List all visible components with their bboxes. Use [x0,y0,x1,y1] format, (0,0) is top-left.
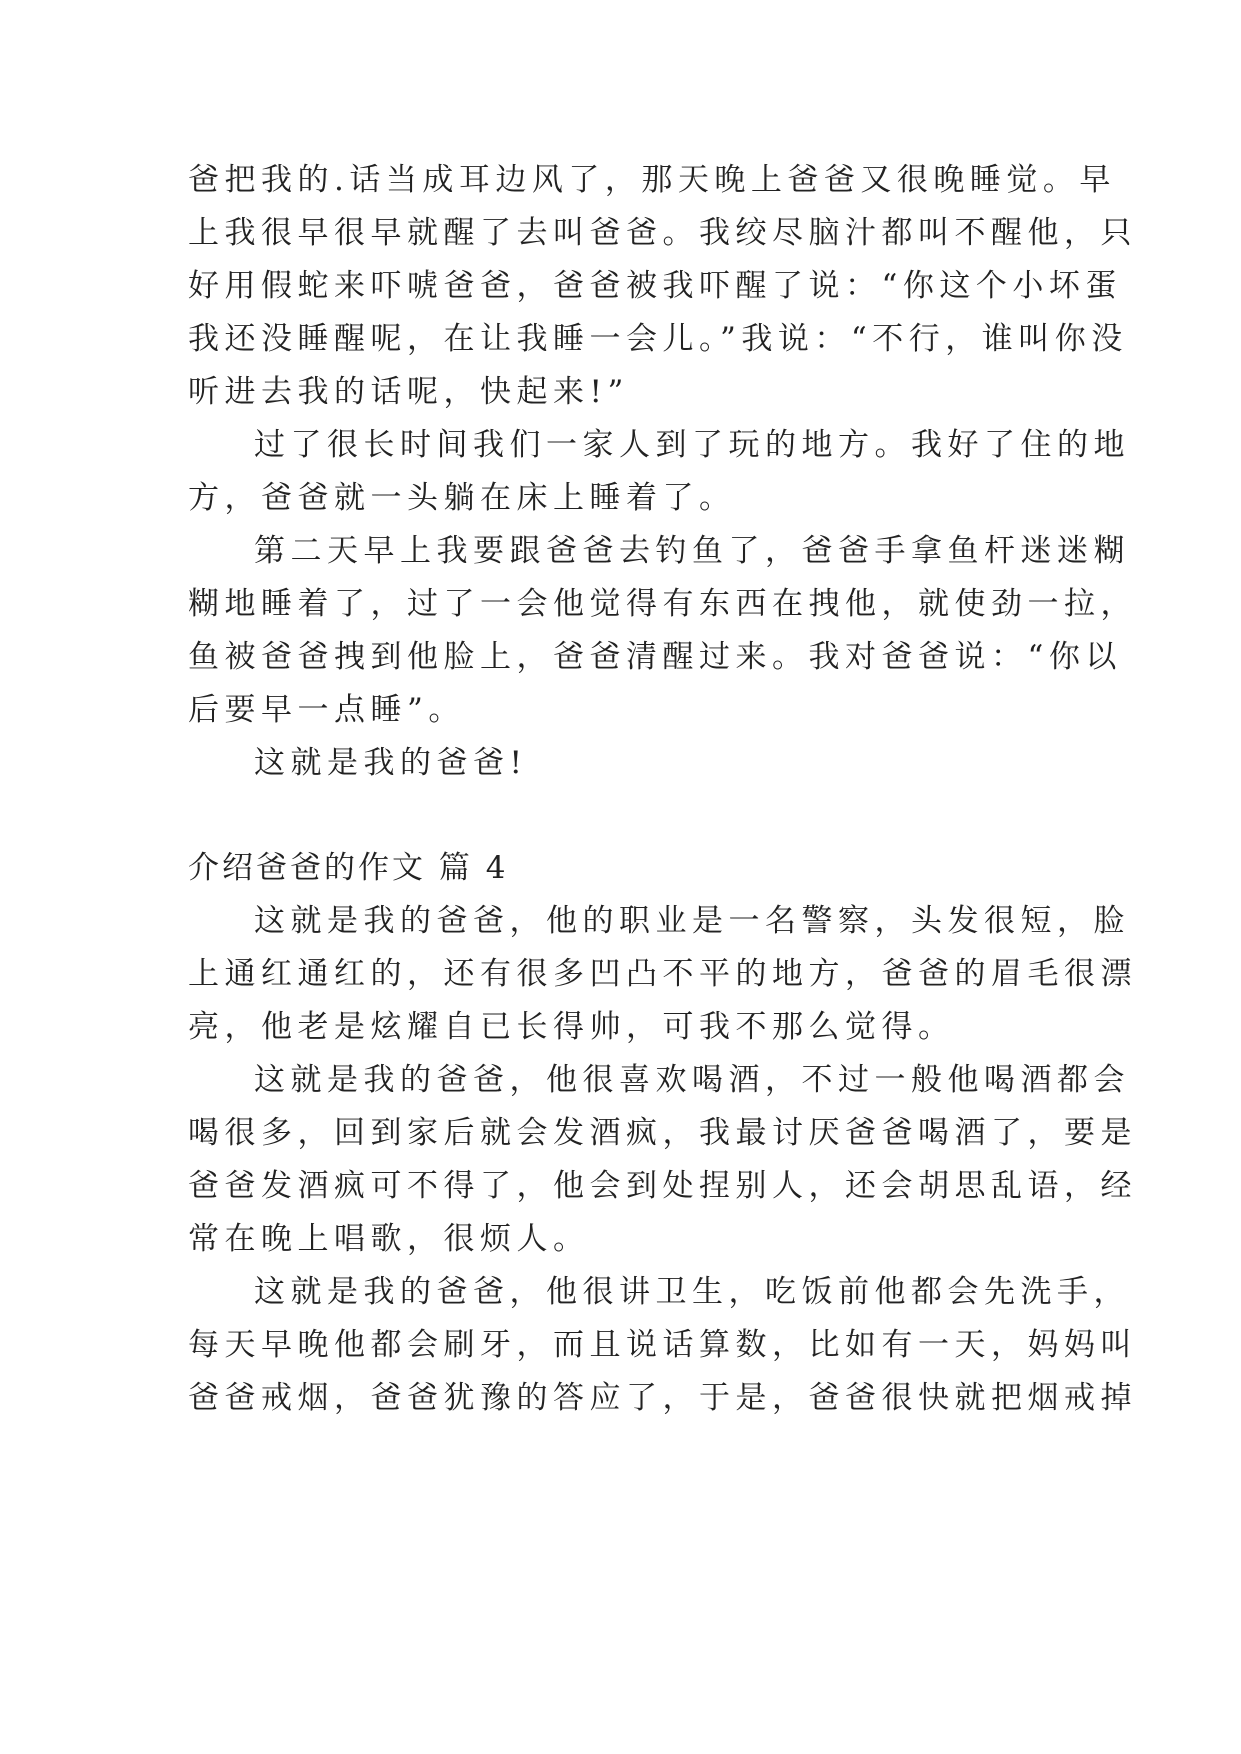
paragraph-start-line: 这就是我的爸爸! [254,745,528,781]
text-line: 好用假蛇来吓唬爸爸，爸爸被我吓醒了说：“你这个小坏蛋 [188,268,1122,304]
text-line: 上通红通红的，还有很多凹凸不平的地方，爸爸的眉毛很漂 [188,956,1137,992]
text-line: 每天早晚他都会刷牙，而且说话算数，比如有一天，妈妈叫 [188,1327,1137,1363]
text-line: 喝很多，回到家后就会发酒疯，我最讨厌爸爸喝酒了，要是 [188,1115,1137,1151]
text-line: 方，爸爸就一头躺在床上睡着了。 [188,480,736,516]
text-line: 我还没睡醒呢，在让我睡一会儿。”我说：“不行，谁叫你没 [188,321,1128,357]
text-line: 听进去我的话呢，快起来!” [188,374,629,410]
text-line: 后要早一点睡”。 [188,692,465,728]
text-line: 上我很早很早就醒了去叫爸爸。我绞尽脑汁都叫不醒他，只 [188,215,1137,251]
text-line: 爸爸发酒疯可不得了，他会到处捏别人，还会胡思乱语，经 [188,1168,1137,1204]
paragraph-start-line: 这就是我的爸爸，他的职业是一名警察，头发很短，脸 [254,903,1130,939]
text-line: 鱼被爸爸拽到他脸上，爸爸清醒过来。我对爸爸说：“你以 [188,639,1122,675]
text-line: 常在晚上唱歌，很烦人。 [188,1221,590,1257]
section-title: 介绍爸爸的作文 篇 4 [188,850,509,886]
paragraph-start-line: 过了很长时间我们一家人到了玩的地方。我好了住的地 [254,427,1130,463]
paragraph-start-line: 第二天早上我要跟爸爸去钓鱼了，爸爸手拿鱼杆迷迷糊 [254,533,1130,569]
text-line: 亮，他老是炫耀自已长得帅，可我不那么觉得。 [188,1009,955,1045]
text-line: 爸把我的.话当成耳边风了，那天晚上爸爸又很晚睡觉。早 [188,162,1116,198]
text-line: 爸爸戒烟，爸爸犹豫的答应了，于是，爸爸很快就把烟戒掉 [188,1380,1137,1416]
paragraph-start-line: 这就是我的爸爸，他很讲卫生，吃饭前他都会先洗手， [254,1274,1130,1310]
paragraph-start-line: 这就是我的爸爸，他很喜欢喝酒，不过一般他喝酒都会 [254,1062,1130,1098]
text-line: 糊地睡着了，过了一会他觉得有东西在拽他，就使劲一拉， [188,586,1137,622]
